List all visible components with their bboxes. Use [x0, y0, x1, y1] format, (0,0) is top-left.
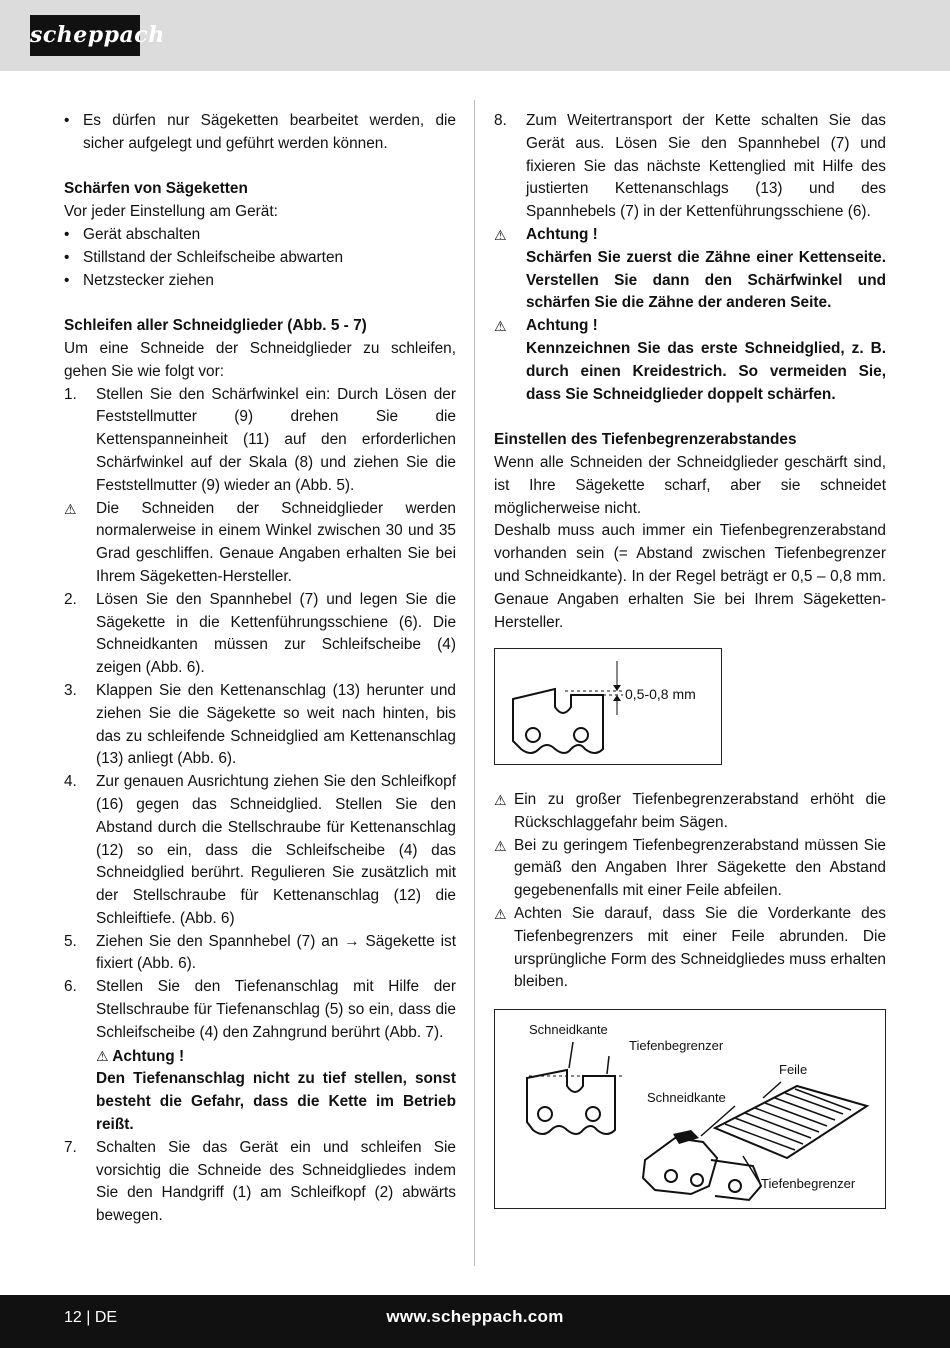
feile-label: Feile [779, 1062, 808, 1077]
depth-paragraph-1: Wenn alle Schneiden der Schneidglieder geschärft sind, ist Ihre Sägekette scharf, aber sie schneidet möglicherweise nicht. [494, 453, 886, 517]
page-header [0, 0, 950, 71]
step-6-attention: ⚠ Achtung ! [96, 1047, 185, 1065]
scheppach-logo: scheppach [30, 15, 140, 56]
note-1: ⚠ Ein zu großer Tiefenbegrenzerabstand erhöht die Rückschlaggefahr beim Sägen. [494, 791, 886, 831]
column-divider [474, 100, 475, 1266]
warning-triangle-icon: ⚠ [494, 226, 507, 243]
grind-intro: Um eine Schneide der Schneidglieder zu schleifen, gehen Sie wie folgt vor: [64, 339, 456, 380]
step-3: 3. Klappen Sie den Kettenanschlag (13) herunter und ziehen Sie die Sägekette so weit nach hinten, bis das zu schleifende Schneidglied am Kettenanschlag (13) anliegt (Abb. 6). [64, 681, 456, 768]
step-4: 4. Zur genauen Ausrichtung ziehen Sie den Schleifkopf (16) gegen das Schneidglied. Stellen Sie den Abstand durch die Stellschraube für Kettenanschlag (12) so ein, dass die Schleifscheibe (4) das Schneidglied berührt. Regulieren Sie zusätzlich mit der Stellschraube für Kettenanschlag (12) die Schleiftiefe. (Abb. 6) [64, 773, 456, 927]
attention-1: ⚠ Achtung ! [494, 224, 886, 247]
note-3: ⚠ Achten Sie darauf, dass Sie die Vorderkante des Tiefenbegrenzers mit einer Feile abrunden. Die ursprüngliche Form des Schneidgliedes muss erhalten bleiben. [494, 904, 886, 991]
step-6-warning: Den Tiefenanschlag nicht zu tief stellen, sonst besteht die Gefahr, dass die Kette im Betrieb reißt. [96, 1070, 456, 1134]
page-footer [0, 1295, 950, 1348]
tiefenbegrenzer-top-label: Tiefenbegrenzer [629, 1038, 724, 1053]
step-2: 2. Lösen Sie den Spannhebel (7) und legen Sie die Sägekette in die Kettenführungsschiene (6). Die Schneidkanten müssen zur Schleifscheibe (4) zeigen (Abb. 6). [64, 590, 456, 677]
step-6: 6. Stellen Sie den Tiefenanschlag mit Hilfe der Stellschraube für Tiefenanschlag (5) so ein, dass die Schleifscheibe (4) den Zahngrund berührt (Abb. 7). [64, 978, 456, 1041]
attention-2: ⚠ Achtung ! [494, 315, 886, 338]
chain-link-drawing [495, 649, 721, 764]
sharpen-heading: Schärfen von Sägeketten [64, 180, 248, 198]
depth-heading: Einstellen des Tiefenbegrenzerabstandes [494, 431, 797, 449]
note-2: ⚠ Bei zu geringem Tiefenbegrenzerabstand müssen Sie gemäß den Angaben Ihrer Sägekette den Abstand gegebenenfalls mit einer Feile abfeilen. [494, 836, 886, 900]
step-5: 5. Ziehen Sie den Spannhebel (7) an → Sägekette ist fixiert (Abb. 6). [64, 932, 456, 973]
step-7: 7. Schalten Sie das Gerät ein und schleifen Sie vorsichtig die Schneide des Schneidgliedes indem Sie den Handgriff (1) am Schleifkopf (2) abwärts bewegen. [64, 1138, 456, 1225]
before-setting-text: Vor jeder Einstellung am Gerät: [64, 203, 278, 221]
depth-gauge-figure [494, 648, 722, 765]
step-1: 1. Stellen Sie den Schärfwinkel ein: Durch Lösen der Feststellmutter (9) drehen Sie die Kettenspanneinheit (11) auf den erforderlichen Schärfwinkel auf der Skala (8) und ziehen Sie die Feststellmutter (9) wieder an (Abb. 5). [64, 385, 456, 494]
list-item: • Netzstecker ziehen [64, 271, 214, 289]
warning-triangle-icon: ⚠ [494, 792, 507, 808]
warning-triangle-icon: ⚠ [64, 500, 77, 517]
left-column [64, 110, 456, 1228]
warning-triangle-icon: ⚠ [96, 1047, 109, 1064]
list-item: • Gerät abschalten [64, 225, 201, 243]
attention-2-text: Kennzeichnen Sie das erste Schneidglied, z. B. durch einen Kreidestrich. So vermeiden Sie, dass Sie Schneidglieder doppelt schärfen. [526, 339, 886, 403]
tiefenbegrenzer-bottom-label: Tiefenbegrenzer [761, 1176, 856, 1191]
depth-distance-label: 0,5-0,8 mm [625, 686, 696, 702]
website-url: www.scheppach.com [386, 1307, 564, 1326]
attention-1-text: Schärfen Sie zuerst die Zähne einer Kettenseite. Verstellen Sie dann den Schärfwinkel und schärfen Sie die Zähne der anderen Seite. [526, 248, 886, 312]
warning-triangle-icon: ⚠ [494, 837, 507, 854]
intro-bullet: • Es dürfen nur Sägeketten bearbeitet werden, die sicher aufgelegt und geführt werden können. [64, 112, 456, 152]
depth-paragraph-2: Deshalb muss auch immer ein Tiefenbegrenzerabstand vorhanden sein (= Abstand zwischen Tiefenbegrenzer und Schneidkante). In der Regel beträgt er 0,5 – 0,8 mm. Genaue Angaben erhalten Sie bei Ihrem Sägeketten-Hersteller. [494, 522, 886, 631]
filing-figure [494, 1009, 886, 1209]
depth-notes [494, 789, 886, 994]
grind-heading: Schleifen aller Schneidglieder (Abb. 5 - 7) [64, 317, 367, 335]
step-8: 8. Zum Weitertransport der Kette schalten Sie das Gerät aus. Lösen Sie den Spannhebel (7) und fixieren Sie das nächste Kettenglied mit Hilfe des justierten Kettenanschlags (13) und des Spannhebels (7) in der Kettenführungsschiene (6). [494, 112, 886, 221]
filing-drawing [495, 1010, 885, 1208]
schneidkante-mid-label: Schneidkante [647, 1090, 726, 1105]
schneidkante-top-label: Schneidkante [529, 1022, 608, 1037]
right-column [494, 110, 886, 634]
list-item: • Stillstand der Schleifscheibe abwarten [64, 248, 344, 266]
warning-1: ⚠ Die Schneiden der Schneidglieder werden normalerweise in einem Winkel zwischen 30 und 35 Grad geschliffen. Genaue Angaben erhalten Sie bei Ihrem Sägeketten-Hersteller. [64, 499, 456, 585]
warning-triangle-icon: ⚠ [494, 905, 507, 922]
warning-triangle-icon: ⚠ [494, 318, 507, 335]
page-number: 12 | DE [64, 1309, 118, 1326]
